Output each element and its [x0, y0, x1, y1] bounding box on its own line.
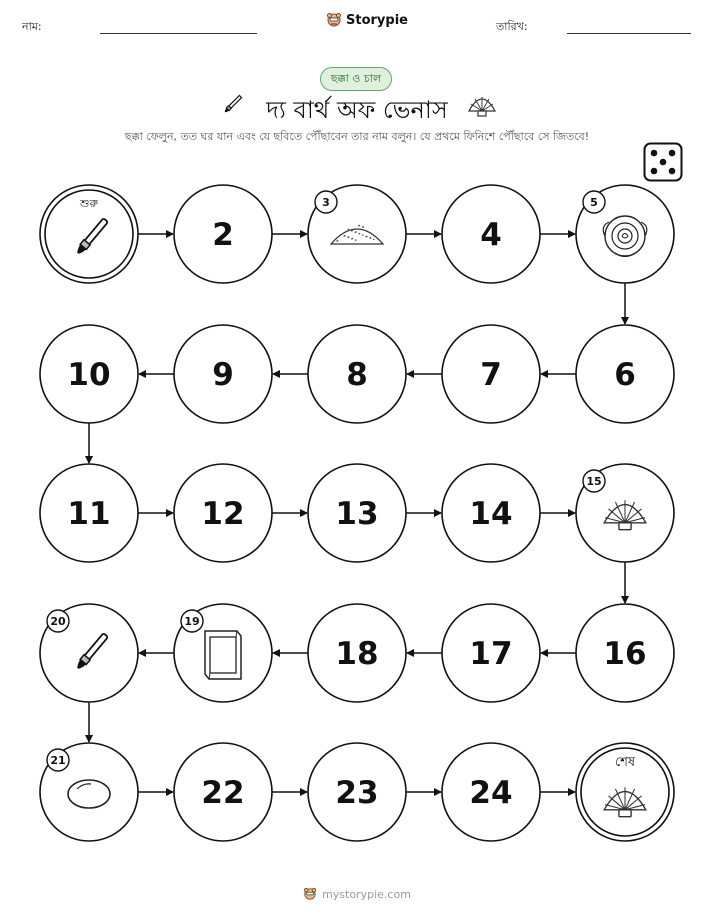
board-cell-15[interactable] [576, 464, 674, 562]
cell-number-badge: 5 [590, 196, 598, 209]
board-cell-18[interactable] [308, 604, 406, 702]
start-label: শুরু [80, 197, 98, 210]
cell-number-badge: 20 [50, 615, 66, 628]
cell-number-badge: 21 [50, 754, 66, 767]
cell-number: 14 [469, 496, 513, 532]
cell-number-badge: 19 [184, 615, 200, 628]
finish-cell[interactable] [576, 743, 674, 841]
board-cell-21[interactable] [40, 743, 138, 841]
board-cell-11[interactable] [40, 464, 138, 562]
board-cell-13[interactable] [308, 464, 406, 562]
board-cell-2[interactable] [174, 185, 272, 283]
start-cell[interactable] [40, 185, 138, 283]
cell-number-badge: 15 [586, 475, 602, 488]
board-cell-19[interactable] [174, 604, 272, 702]
board-cell-10[interactable] [40, 325, 138, 423]
cell-number: 10 [67, 357, 111, 393]
cell-number: 4 [480, 217, 502, 253]
board-cell-8[interactable] [308, 325, 406, 423]
cell-number: 12 [201, 496, 245, 532]
board-cell-4[interactable] [442, 185, 540, 283]
board-cell-16[interactable] [576, 604, 674, 702]
footer-url: mystorypie.com [322, 887, 411, 901]
board-cell-14[interactable] [442, 464, 540, 562]
cell-number: 8 [346, 357, 368, 393]
cell-number: 16 [603, 636, 647, 672]
board-cell-9[interactable] [174, 325, 272, 423]
cell-number: 6 [614, 357, 636, 393]
cell-number: 7 [480, 357, 502, 393]
board-cell-5[interactable] [576, 185, 674, 283]
cell-number: 18 [335, 636, 379, 672]
cell-number: 24 [469, 775, 513, 811]
cell-number-badge: 3 [322, 196, 330, 209]
page-title: দ্য বার্থ অফ ভেনাস [266, 96, 448, 124]
storypie-mascot-icon [303, 887, 317, 901]
pearl-icon [68, 780, 110, 808]
name-label: নাম: [22, 20, 42, 33]
board-cell-17[interactable] [442, 604, 540, 702]
brand-name: Storypie [346, 12, 408, 28]
board-cell-20[interactable] [40, 604, 138, 702]
board-cell-6[interactable] [576, 325, 674, 423]
category-badge: ছক্কা ও চাল [320, 67, 392, 91]
footer [0, 887, 714, 901]
board-cell-3[interactable] [308, 185, 406, 283]
board-cell-7[interactable] [442, 325, 540, 423]
board-cell-24[interactable] [442, 743, 540, 841]
cell-number: 2 [212, 217, 234, 253]
cell-number: 13 [335, 496, 379, 532]
canvas-frame-icon [205, 631, 241, 679]
cell-number: 17 [469, 636, 513, 672]
cell-number: 9 [212, 357, 234, 393]
cell-number: 23 [335, 775, 379, 811]
cell-number: 22 [201, 775, 245, 811]
date-label: তারিখ: [496, 20, 528, 33]
board-cell-23[interactable] [308, 743, 406, 841]
board-cell-12[interactable] [174, 464, 272, 562]
board-cell-22[interactable] [174, 743, 272, 841]
finish-label: শেষ [614, 755, 636, 770]
cell-number: 11 [67, 496, 111, 532]
instructions-text: ছক্কা ফেলুন, তত ঘর যান এবং যে ছবিতে পৌঁছাবেন তার নাম বলুন। যে প্রথমে ফিনিশে পৌঁছাবে সে জিতবে! [124, 130, 590, 143]
